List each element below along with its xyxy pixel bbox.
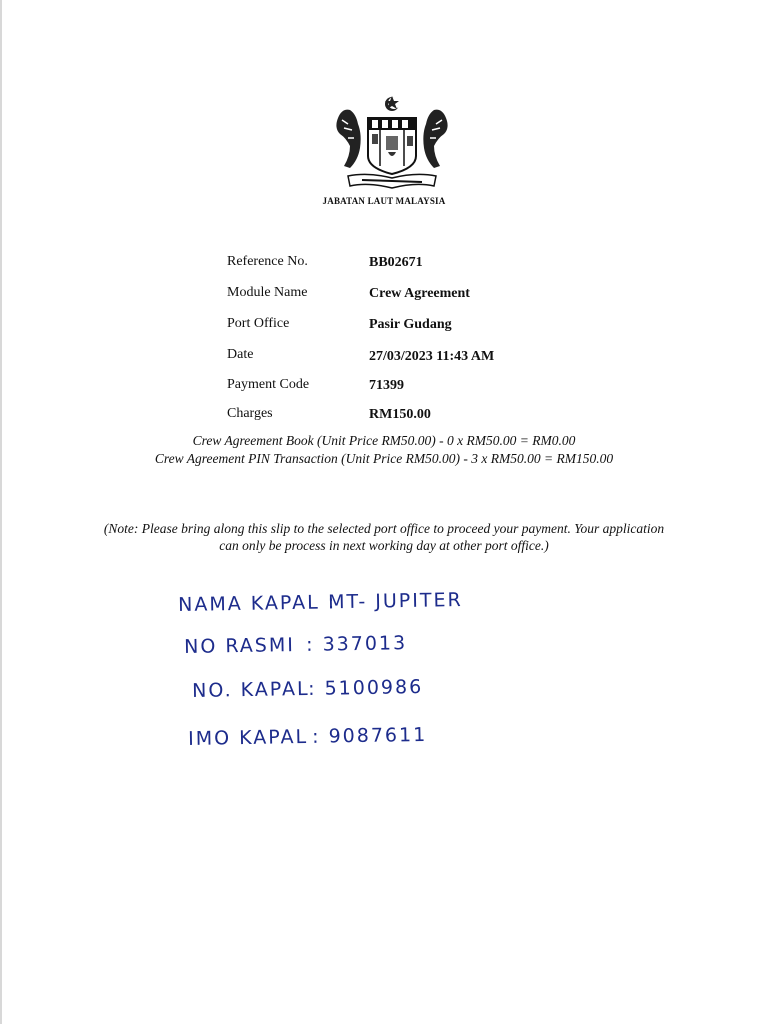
handwritten-vessel-no-value: : 5100986 [307, 675, 424, 700]
module-name-label: Module Name [227, 285, 308, 300]
port-office-value: Pasir Gudang [369, 317, 452, 332]
payment-code-value: 71399 [369, 378, 404, 393]
agency-name: JABATAN LAUT MALAYSIA [322, 196, 446, 206]
charges-value: RM150.00 [369, 407, 431, 422]
coat-of-arms-emblem [328, 94, 456, 194]
handwritten-official-no-label: NO RASMI [184, 634, 296, 658]
charges-label: Charges [227, 406, 273, 421]
payment-note-line-2: can only be process in next working day at other port office.) [219, 538, 549, 553]
payment-note [0, 520, 768, 554]
handwritten-vessel-name-label: NAMA KAPAL : [178, 591, 337, 616]
date-value: 27/03/2023 11:43 AM [369, 349, 495, 364]
date-label: Date [227, 347, 254, 362]
handwritten-imo-no-value: : 9087611 [311, 723, 428, 748]
handwritten-vessel-no-label: NO. KAPAL [192, 677, 310, 702]
charge-line-pin: Crew Agreement PIN Transaction (Unit Price RM50.00) - 3 x RM50.00 = RM150.00 [154, 451, 614, 466]
scan-edge [0, 0, 2, 1024]
payment-note-line-1: (Note: Please bring along this slip to the selected port office to proceed your payment. Your application [103, 521, 665, 536]
module-name-value: Crew Agreement [369, 286, 470, 301]
charge-line-book: Crew Agreement Book (Unit Price RM50.00) - 0 x RM50.00 = RM0.00 [192, 433, 576, 448]
handwritten-vessel-name-value: MT- JUPITER [327, 589, 463, 614]
port-office-label: Port Office [227, 316, 290, 331]
reference-no-label: Reference No. [227, 254, 308, 269]
reference-no-value: BB02671 [369, 255, 423, 270]
handwritten-imo-no-label: IMO KAPAL [188, 725, 309, 750]
payment-code-label: Payment Code [227, 377, 310, 392]
handwritten-official-no-value: : 337013 [305, 632, 408, 656]
